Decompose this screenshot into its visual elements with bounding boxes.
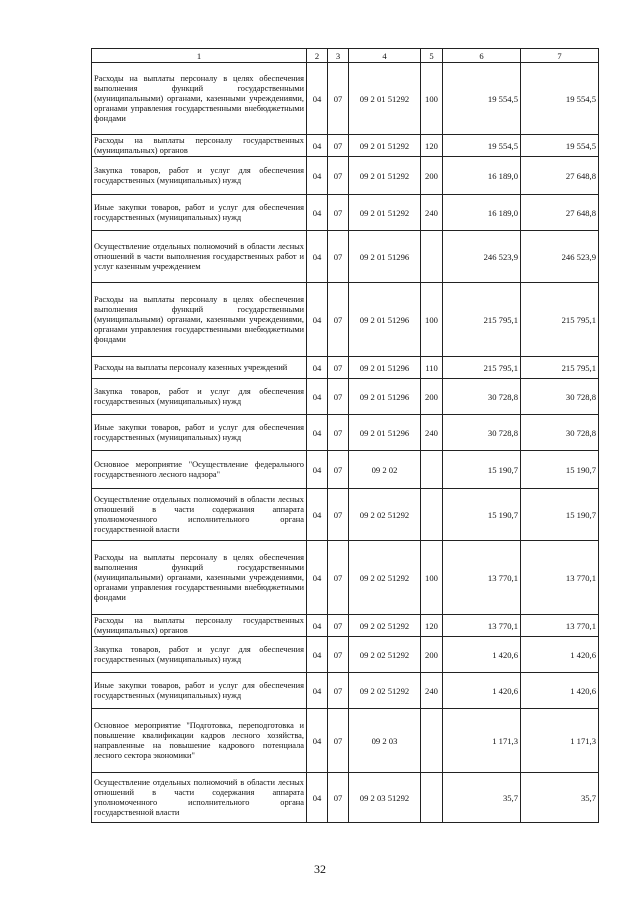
row-subsection: 07 [328,773,349,823]
row-amount-1: 16 189,0 [443,195,521,231]
row-subsection: 07 [328,135,349,157]
row-section: 04 [307,357,328,379]
table-row [92,541,599,615]
table-row [92,451,599,489]
row-target-code: 09 2 01 51296 [349,231,421,283]
table-row [92,637,599,673]
row-subsection: 07 [328,451,349,489]
row-subsection: 07 [328,157,349,195]
budget-table [91,48,599,823]
row-target-code: 09 2 02 51292 [349,541,421,615]
row-amount-1: 246 523,9 [443,231,521,283]
header-col-4: 4 [349,49,421,63]
row-subsection: 07 [328,231,349,283]
row-name: Расходы на выплаты персоналу казенных учреждений [92,357,307,379]
row-amount-2: 27 648,8 [521,157,599,195]
row-name: Иные закупки товаров, работ и услуг для обеспечения государственных (муниципальных) нужд [92,673,307,709]
row-subsection: 07 [328,489,349,541]
row-expense-type [421,489,443,541]
row-section: 04 [307,195,328,231]
table-row [92,63,599,135]
row-subsection: 07 [328,637,349,673]
table-row [92,135,599,157]
row-amount-1: 35,7 [443,773,521,823]
row-name: Иные закупки товаров, работ и услуг для обеспечения государственных (муниципальных) нужд [92,195,307,231]
row-subsection: 07 [328,415,349,451]
row-target-code: 09 2 01 51292 [349,195,421,231]
row-amount-2: 246 523,9 [521,231,599,283]
row-expense-type [421,773,443,823]
row-section: 04 [307,773,328,823]
row-section: 04 [307,231,328,283]
row-name: Осуществление отдельных полномочий в области лесных отношений в части выполнения государственных работ и услуг казенным учреждением [92,231,307,283]
row-subsection: 07 [328,673,349,709]
row-subsection: 07 [328,283,349,357]
table-row [92,195,599,231]
row-amount-2: 1 171,3 [521,709,599,773]
row-subsection: 07 [328,357,349,379]
row-subsection: 07 [328,379,349,415]
row-expense-type: 100 [421,63,443,135]
row-expense-type: 240 [421,195,443,231]
row-target-code: 09 2 02 [349,451,421,489]
table-row [92,709,599,773]
row-amount-1: 215 795,1 [443,283,521,357]
header-row [92,49,599,63]
row-amount-2: 30 728,8 [521,379,599,415]
row-target-code: 09 2 02 51292 [349,615,421,637]
row-section: 04 [307,283,328,357]
row-section: 04 [307,673,328,709]
row-amount-1: 30 728,8 [443,379,521,415]
row-target-code: 09 2 01 51296 [349,283,421,357]
row-amount-2: 27 648,8 [521,195,599,231]
row-target-code: 09 2 01 51296 [349,415,421,451]
row-name: Расходы на выплаты персоналу в целях обеспечения выполнения функций государственными (муниципальными) органами, казенными учреждениями, органами управления государственными внебюджетными фондами [92,541,307,615]
row-amount-2: 35,7 [521,773,599,823]
table-body [92,63,599,823]
table-row [92,283,599,357]
row-amount-1: 15 190,7 [443,489,521,541]
row-section: 04 [307,541,328,615]
row-name: Закупка товаров, работ и услуг для обеспечения государственных (муниципальных) нужд [92,157,307,195]
table-row [92,489,599,541]
header-col-1: 1 [92,49,307,63]
row-amount-1: 1 420,6 [443,673,521,709]
row-amount-2: 19 554,5 [521,63,599,135]
row-name: Основное мероприятие "Осуществление федерального государственного лесного надзора" [92,451,307,489]
row-target-code: 09 2 03 51292 [349,773,421,823]
row-target-code: 09 2 03 [349,709,421,773]
table-row [92,157,599,195]
row-subsection: 07 [328,195,349,231]
row-section: 04 [307,709,328,773]
row-name: Расходы на выплаты персоналу в целях обеспечения выполнения функций государственными (муниципальными) органами, казенными учреждениями, органами управления государственными внебюджетными фондами [92,283,307,357]
row-expense-type [421,451,443,489]
row-subsection: 07 [328,615,349,637]
row-section: 04 [307,415,328,451]
row-target-code: 09 2 01 51292 [349,63,421,135]
row-name: Осуществление отдельных полномочий в области лесных отношений в части содержания аппарата уполномоченного исполнительного органа государственной власти [92,773,307,823]
row-expense-type [421,709,443,773]
row-target-code: 09 2 01 51292 [349,135,421,157]
table-row [92,357,599,379]
row-section: 04 [307,489,328,541]
row-amount-2: 1 420,6 [521,673,599,709]
row-subsection: 07 [328,709,349,773]
row-expense-type: 200 [421,379,443,415]
row-amount-1: 13 770,1 [443,541,521,615]
row-expense-type: 200 [421,637,443,673]
row-name: Расходы на выплаты персоналу государственных (муниципальных) органов [92,135,307,157]
row-amount-2: 15 190,7 [521,451,599,489]
row-section: 04 [307,63,328,135]
row-amount-1: 215 795,1 [443,357,521,379]
row-amount-1: 16 189,0 [443,157,521,195]
table-row [92,673,599,709]
row-amount-2: 1 420,6 [521,637,599,673]
row-amount-2: 215 795,1 [521,283,599,357]
row-amount-1: 15 190,7 [443,451,521,489]
table-row [92,415,599,451]
row-amount-2: 19 554,5 [521,135,599,157]
row-expense-type: 120 [421,615,443,637]
row-amount-2: 13 770,1 [521,541,599,615]
row-name: Осуществление отдельных полномочий в области лесных отношений в части содержания аппарата уполномоченного исполнительного органа государственной власти [92,489,307,541]
row-name: Расходы на выплаты персоналу в целях обеспечения выполнения функций государственными (муниципальными) органами, казенными учреждениями, органами управления государственными внебюджетными фондами [92,63,307,135]
row-name: Закупка товаров, работ и услуг для обеспечения государственных (муниципальных) нужд [92,637,307,673]
row-amount-2: 15 190,7 [521,489,599,541]
row-amount-2: 13 770,1 [521,615,599,637]
header-col-6: 6 [443,49,521,63]
row-section: 04 [307,157,328,195]
row-amount-2: 30 728,8 [521,415,599,451]
row-target-code: 09 2 02 51292 [349,489,421,541]
row-target-code: 09 2 01 51292 [349,157,421,195]
row-target-code: 09 2 01 51296 [349,357,421,379]
row-section: 04 [307,637,328,673]
row-expense-type: 100 [421,283,443,357]
row-expense-type: 240 [421,415,443,451]
row-expense-type [421,231,443,283]
row-expense-type: 240 [421,673,443,709]
row-section: 04 [307,135,328,157]
row-target-code: 09 2 01 51296 [349,379,421,415]
row-amount-2: 215 795,1 [521,357,599,379]
row-section: 04 [307,451,328,489]
row-name: Иные закупки товаров, работ и услуг для обеспечения государственных (муниципальных) нужд [92,415,307,451]
row-amount-1: 13 770,1 [443,615,521,637]
row-expense-type: 200 [421,157,443,195]
header-col-7: 7 [521,49,599,63]
row-amount-1: 30 728,8 [443,415,521,451]
row-subsection: 07 [328,63,349,135]
row-subsection: 07 [328,541,349,615]
row-target-code: 09 2 02 51292 [349,673,421,709]
table-row [92,773,599,823]
row-amount-1: 1 171,3 [443,709,521,773]
header-col-2: 2 [307,49,328,63]
row-section: 04 [307,379,328,415]
row-expense-type: 120 [421,135,443,157]
row-amount-1: 19 554,5 [443,63,521,135]
row-name: Основное мероприятие "Подготовка, переподготовка и повышение квалификации кадров лесного хозяйства, направленные на повышение кадрового потенциала лесного сектора экономики" [92,709,307,773]
page-number: 32 [314,862,326,876]
table-row [92,231,599,283]
row-amount-1: 1 420,6 [443,637,521,673]
row-target-code: 09 2 02 51292 [349,637,421,673]
row-name: Расходы на выплаты персоналу государственных (муниципальных) органов [92,615,307,637]
row-section: 04 [307,615,328,637]
table-row [92,615,599,637]
row-expense-type: 100 [421,541,443,615]
row-amount-1: 19 554,5 [443,135,521,157]
row-name: Закупка товаров, работ и услуг для обеспечения государственных (муниципальных) нужд [92,379,307,415]
header-col-3: 3 [328,49,349,63]
row-expense-type: 110 [421,357,443,379]
table-row [92,379,599,415]
header-col-5: 5 [421,49,443,63]
